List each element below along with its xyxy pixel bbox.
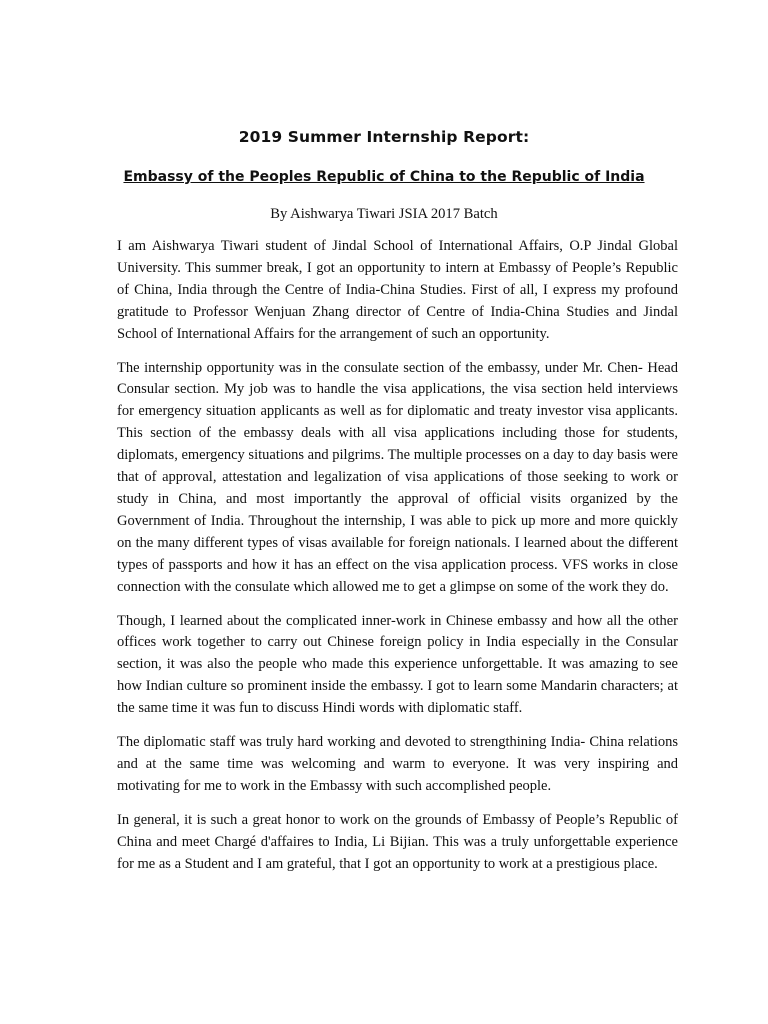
report-subtitle: Embassy of the Peoples Republic of China to the Republic of India: [123, 169, 645, 185]
paragraph-embassy-experience: Though, I learned about the complicated inner-work in Chinese embassy and how all the other offices work together to carry out Chinese foreign policy in India especially in the Consular section, it was also the people who made this experience unforgettable. It was amazing to see how Indian culture so prominent inside the embassy. I got to learn some Mandarin characters; at the same time it was fun to discuss Hindi words with diplomatic staff.: [117, 612, 678, 717]
paragraph-intro: I am Aishwarya Tiwari student of Jindal School of International Affairs, O.P Jindal Global University. This summer break, I got an opportunity to intern at Embassy of People’s Republic of China, India through the Centre of India-China Studies. First of all, I express my profound gratitude to Professor Wenjuan Zhang director of Centre of India-China Studies and Jindal School of International Affairs for the arrangement of such an opportunity.: [117, 238, 678, 342]
report-body: [117, 236, 678, 887]
report-title: 2019 Summer Internship Report:: [238, 128, 530, 146]
paragraph-internship-role: The internship opportunity was in the consulate section of the embassy, under Mr. Chen- Head Consular section. My job was to handle the visa applications, the visa section held interviews for emergency situation applicants as well as for diplomatic and treaty investor visa applicants. This section of the embassy deals with all visa applications including those for students, diplomats, emergency situations and pilgrims. The multiple processes on a day to day basis were that of approval, attestation and legalization of visa applications of those seeking to work or study in China, and most importantly the approval of official visits organized by the Government of India. Throughout the internship, I was able to pick up more and more quickly on the many different types of visas available for foreign nationals. I learned about the different types of passports and how it has an effect on the visa application process. VFS works in close connection with the consulate which allowed me to get a glimpse on some of the work they do.: [117, 359, 678, 595]
paragraph-conclusion: In general, it is such a great honor to work on the grounds of Embassy of People’s Republic of China and meet Chargé d'affaires to India, Li Bijian. This was a truly unforgettable experience for me as a Student and I am grateful, that I got an opportunity to work at a prestigious place.: [117, 811, 678, 872]
report-byline: By Aishwarya Tiwari JSIA 2017 Batch: [270, 206, 498, 222]
paragraph-diplomatic-staff: The diplomatic staff was truly hard working and devoted to strengthining India- China relations and at the same time was welcoming and warm to everyone. It was very inspiring and motivating for me to work in the Embassy with such accomplished people.: [117, 734, 678, 794]
